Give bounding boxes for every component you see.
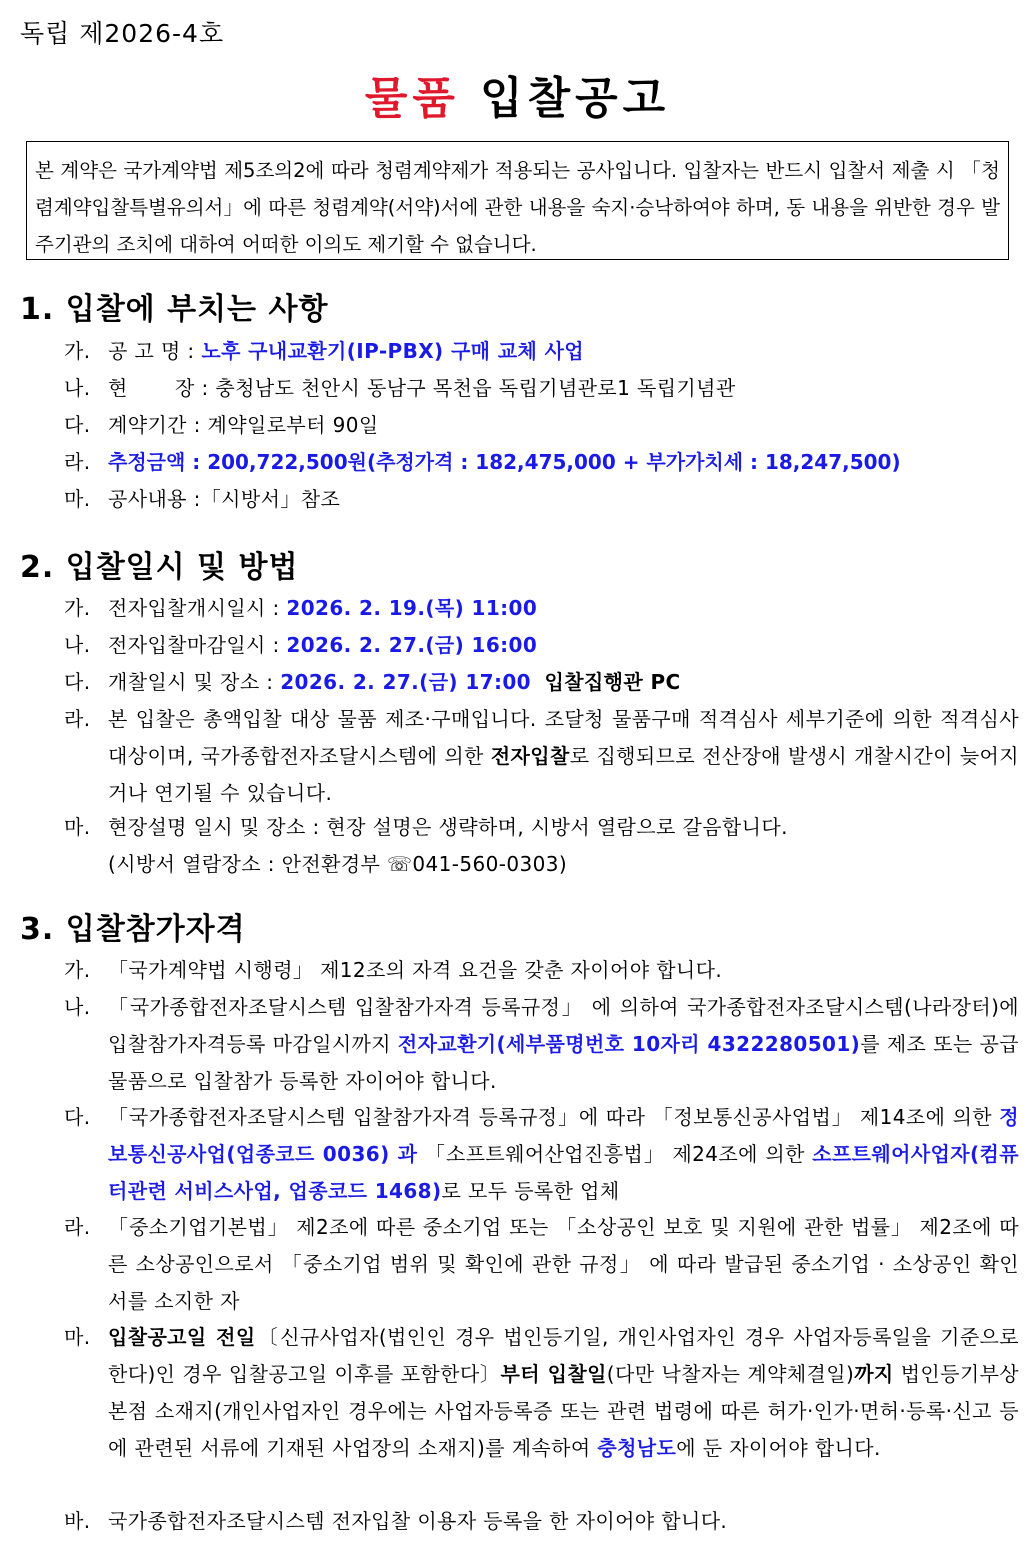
work-content: 공사내용 :「시방서」참조: [108, 487, 341, 511]
inspection-place: (시방서 열람장소 : 안전환경부 ☏041-560-0303): [108, 852, 568, 876]
item-marker: 나.: [64, 376, 91, 400]
section-1-heading: 1. 입찰에 부치는 사항: [20, 292, 329, 327]
item-marker: 가.: [64, 596, 91, 620]
s2-item-da: [64, 664, 1019, 701]
item-text: 본 입찰은 총액입찰 대상 물품 제조·구매입니다. 조달청 물품구매 적격심사 세부기준에 의한 적격심사 대상이며, 국가종합전자조달시스템에 의한: [108, 707, 1019, 768]
emphasis: 까지: [854, 1362, 894, 1386]
s3-item-ba: [64, 1503, 1019, 1540]
site-address: 충청남도 천안시 동남구 목천읍 독립기념관로1 독립기념관: [215, 376, 736, 400]
software-license: 소프트웨어사업자(컴퓨터관련 서비스사업, 업종코드 1468): [108, 1142, 1019, 1203]
item-marker: 바.: [64, 1509, 91, 1533]
s2-item-ga: [64, 590, 1019, 627]
item-label: 전자입찰개시일시 :: [108, 596, 280, 620]
s2-item-ma: [64, 809, 1019, 883]
item-text: 에 둔 자이어야 합니다.: [676, 1436, 881, 1460]
item-text: 로 집행되므로 전산장애 발생시 개찰시간이 늦어지거나 연기될 수 있습니다.: [108, 744, 1019, 805]
bid-close-datetime: 2026. 2. 27.(금) 16:00: [286, 633, 538, 657]
section-3-heading: 3. 입찰참가자격: [20, 912, 246, 947]
document-number: 독립 제2026-4호: [20, 19, 225, 48]
s3-item-da: [64, 1099, 1019, 1210]
s3-item-ra: [64, 1209, 1019, 1320]
section-2-heading: 2. 입찰일시 및 방법: [20, 550, 299, 585]
opening-place: 입찰집행관 PC: [544, 670, 681, 694]
title-black-part: 입찰공고: [480, 73, 671, 124]
item-text: 「국가계약법 시행령」 제12조의 자격 요건을 갖춘 자이어야 합니다.: [108, 958, 723, 982]
emphasis: 부터 입찰일: [500, 1362, 607, 1386]
page-title: [0, 62, 1035, 126]
item-marker: 라.: [64, 1215, 91, 1239]
s1-item-ma: [64, 481, 1019, 518]
telecom-license: 정보통신공사업(업종코드 0036) 과: [108, 1105, 1019, 1166]
item-text: (다만 낙찰자는 계약체결일): [606, 1362, 855, 1386]
e-bid-emphasis: 전자입찰: [490, 744, 570, 768]
site-briefing-text: 현장설명 일시 및 장소 : 현장 설명은 생략하며, 시방서 열람으로 갈음합니다.: [108, 815, 788, 839]
item-marker: 다.: [64, 1105, 91, 1129]
item-label: 전자입찰마감일시 :: [108, 633, 280, 657]
item-text: 「국가종합전자조달시스템 입찰참가자격 등록규정」 에 의하여 국가종합전자조달시스템(나라장터)에 입찰참가자격등록 마감일시까지: [108, 995, 1019, 1056]
item-marker: 나.: [64, 995, 91, 1019]
s3-item-na: [64, 989, 1019, 1100]
item-marker: 나.: [64, 633, 91, 657]
item-text: 법인등기부상 본점 소재지(개인사업자인 경우에는 사업자등록증 또는 관련 법령에 따른 허가·인가·면허·등록·신고 등에 관련된 서류에 기재된 사업장의 소재지)를 계속하여: [108, 1362, 1020, 1460]
item-marker: 가.: [64, 958, 91, 982]
emphasis: 입찰공고일 전일: [108, 1325, 256, 1349]
item-label: 현 장 :: [108, 376, 209, 400]
item-marker: 라.: [64, 707, 91, 731]
item-label: 공 고 명 :: [108, 339, 195, 363]
item-marker: 가.: [64, 339, 91, 363]
item-text: 로 모두 등록한 업체: [441, 1179, 620, 1203]
opening-datetime: 2026. 2. 27.(금) 17:00: [280, 670, 531, 694]
s3-item-ga: [64, 952, 1019, 989]
item-text: 〔신규사업자(법인인 경우 법인등기일, 개인사업자인 경우 사업자등록일을 기준으로 한다)인 경우 입찰공고일 이후를 포함한다〕: [108, 1325, 1019, 1386]
item-text: 를 제조 또는 공급물품으로 입찰참가 등록한 자이어야 합니다.: [108, 1032, 1019, 1093]
title-red-part: 물품: [364, 73, 460, 124]
s1-item-ra: [64, 444, 1019, 481]
bid-open-datetime: 2026. 2. 19.(목) 11:00: [286, 596, 538, 620]
contract-period: 계약기간 : 계약일로부터 90일: [108, 413, 379, 437]
item-marker: 다.: [64, 670, 91, 694]
s1-item-ga: [64, 333, 1019, 370]
integrity-notice-box: 본 계약은 국가계약법 제5조의2에 따라 청렴계약제가 적용되는 공사입니다. 입찰자는 반드시 입찰서 제출 시 「청렴계약입찰특별유의서」에 따른 청렴계약(서약)서에 관한 내용을 숙지·승낙하여야 하며, 동 내용을 위반한 경우 발주기관의 조치에 대하여 어떠한 이의도 제기할 수 없습니다.: [26, 141, 1009, 260]
project-name: 노후 구내교환기(IP-PBX) 구매 교체 사업: [201, 339, 585, 363]
estimated-amount: 추정금액 : 200,722,500원(추정가격 : 182,475,000 + 부가가치세 : 18,247,500): [108, 450, 901, 474]
s2-item-ra: [64, 701, 1019, 812]
item-marker: 마.: [64, 487, 91, 511]
item-text: 「국가종합전자조달시스템 입찰참가자격 등록규정」에 따라 「정보통신공사업법」 제14조에 의한: [108, 1105, 1000, 1129]
item-marker: 라.: [64, 450, 91, 474]
item-text: 「소프트웨어산업진흥법」 제24조에 의한: [417, 1142, 813, 1166]
s1-item-da: [64, 407, 1019, 444]
item-label: 개찰일시 및 장소 :: [108, 670, 274, 694]
item-marker: 마.: [64, 815, 91, 839]
item-text: 「중소기업기본법」 제2조에 따른 중소기업 또는 「소상공인 보호 및 지원에 관한 법률」 제2조에 따른 소상공인으로서 「중소기업 범위 및 확인에 관한 규정」 에 따라 발급된 중소기업 · 소상공인 확인서를 소지한 자: [108, 1215, 1019, 1313]
product-code: 전자교환기(세부품명번호 10자리 4322280501): [397, 1032, 861, 1056]
item-marker: 마.: [64, 1325, 91, 1349]
s1-item-na: [64, 370, 1019, 407]
item-text: 국가종합전자조달시스템 전자입찰 이용자 등록을 한 자이어야 합니다.: [108, 1509, 728, 1533]
item-marker: 다.: [64, 413, 91, 437]
s2-item-na: [64, 627, 1019, 664]
region: 충청남도: [597, 1436, 677, 1460]
s3-item-ma: [64, 1319, 1019, 1467]
